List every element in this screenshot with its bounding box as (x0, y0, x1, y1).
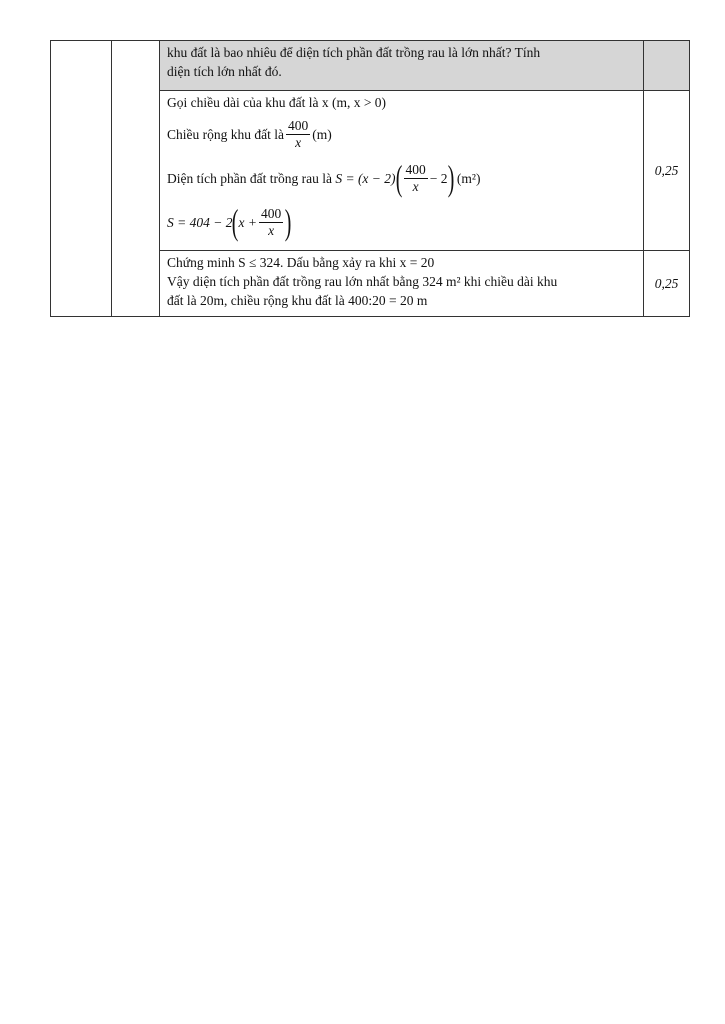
question-score-cell (644, 41, 690, 91)
step1-simplified-line (167, 200, 637, 244)
question-text-cell (160, 41, 644, 91)
simplified-denominator: x (259, 222, 283, 239)
width-unit: (m) (312, 126, 332, 142)
right-paren: ) (447, 158, 454, 198)
question-line-2: diện tích lớn nhất đó. (167, 64, 282, 79)
step1-cell (160, 91, 644, 251)
area-unit: (m²) (456, 170, 481, 186)
left-paren: ( (395, 158, 402, 198)
area-minus: − 2 (429, 170, 448, 186)
simplified-x-plus: x + (238, 214, 257, 230)
col-question-number (51, 41, 112, 317)
width-prefix: Chiều rộng khu đất là (167, 126, 284, 142)
area-numerator: 400 (405, 161, 426, 177)
simplified-fraction (259, 206, 283, 239)
step1-score: 0,25 (644, 91, 690, 251)
area-denominator: x (404, 178, 428, 195)
step1-width-line (167, 112, 637, 156)
answer-sheet (50, 40, 690, 317)
left-paren-2: ( (232, 202, 239, 242)
area-prefix: Diện tích phần đất trồng rau là (167, 170, 332, 186)
step1-area-line (167, 156, 637, 200)
question-line-1: khu đất là bao nhiêu để diện tích phần đất trồng rau là lớn nhất? Tính (167, 45, 541, 60)
right-paren-2: ) (284, 202, 292, 242)
area-lhs: S = (x − 2) (335, 170, 396, 186)
simplified-lhs: S = 404 − 2 (167, 214, 233, 230)
step2-cell (160, 251, 644, 317)
grading-table (50, 40, 690, 317)
col-part (112, 41, 160, 317)
question-row (51, 41, 690, 91)
width-numerator: 400 (287, 117, 309, 133)
step1-line-1: Gọi chiều dài của khu đất là x (m, x > 0) (167, 95, 387, 110)
simplified-numerator: 400 (260, 205, 282, 221)
step2-score: 0,25 (644, 251, 690, 317)
width-fraction (286, 118, 310, 151)
step2-line-2: Vậy diện tích phần đất trồng rau lớn nhất bằng 324 m² khi chiều dài khu (167, 274, 558, 289)
step2-line-1: Chứng minh S ≤ 324. Dấu bằng xảy ra khi x = 20 (167, 255, 435, 270)
width-denominator: x (286, 134, 310, 151)
step2-line-3: đất là 20m, chiều rộng khu đất là 400:20 = 20 m (167, 293, 428, 308)
area-fraction (404, 162, 428, 195)
